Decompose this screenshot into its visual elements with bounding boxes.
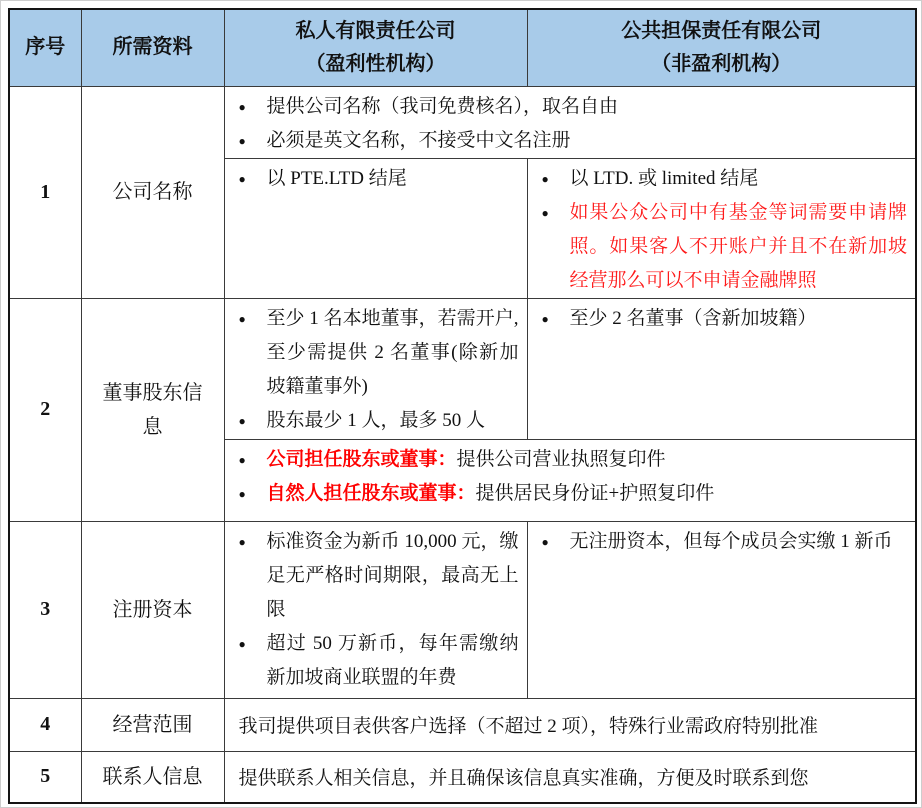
row1-number: 1 <box>9 86 81 298</box>
row2-category <box>81 298 224 521</box>
note-text: 提供居民身份证+护照复印件 <box>475 482 715 504</box>
list-item-text: 提供公司名称（我司免费核名），取名自由 <box>266 95 619 117</box>
list-item-text: 无注册资本，但每个成员会实缴 1 新币 <box>569 530 893 552</box>
bullet-icon: ● <box>238 311 246 326</box>
bullet-icon: ● <box>238 534 246 549</box>
row4-category-label: 经营范围 <box>112 713 193 736</box>
list-item-text: 以 LTD. 或 limited 结尾 <box>569 167 759 189</box>
row5-number: 5 <box>9 751 81 803</box>
row1-category-label: 公司名称 <box>112 181 193 203</box>
row2-category-label: 董事股东信息 <box>102 381 203 438</box>
row1-shared-cell <box>224 86 916 158</box>
row2-private-cell <box>224 298 527 439</box>
list-item <box>542 196 908 298</box>
list-item <box>239 302 519 404</box>
row5-category-label: 联系人信息 <box>102 765 203 788</box>
list-item <box>542 525 908 559</box>
row1-public-cell <box>527 158 916 298</box>
list-item <box>542 162 908 196</box>
bullet-icon: ● <box>238 486 246 501</box>
list-item-text: 标准资金为新币 10,000 元，缴足无严格时间期限，最高无上限 <box>266 530 519 620</box>
list-item <box>239 90 908 124</box>
bullet-icon: ● <box>541 205 549 220</box>
header-private-line1: 私人有限责任公司 <box>295 19 456 42</box>
bullet-icon: ● <box>238 413 246 428</box>
note-line <box>267 477 908 511</box>
company-requirements-table <box>8 8 917 804</box>
row4-category <box>81 698 224 751</box>
bullet-icon: ● <box>238 452 246 467</box>
list-item-text-red-note: 如果公众公司中有基金等词需要申请牌照。如果客人不开账户并且不在新加坡经营那么可以不申请金融牌照 <box>569 201 907 291</box>
row3-category <box>81 521 224 698</box>
bullet-icon: ● <box>238 636 246 651</box>
bullet-icon: ● <box>541 311 549 326</box>
list-item-text: 以 PTE.LTD 结尾 <box>266 167 407 189</box>
list-item <box>239 627 519 695</box>
list-item <box>239 162 519 196</box>
row3 <box>9 521 916 698</box>
header-private-line2: （盈利性机构） <box>305 52 446 75</box>
row3-private-cell <box>224 521 527 698</box>
note-text: 提供公司营业执照复印件 <box>456 448 666 470</box>
list-item-text: 至少 2 名董事（含新加坡籍） <box>569 307 817 329</box>
header-cell-materials: 所需资料 <box>81 9 224 86</box>
list-item-text: 超过 50 万新币，每年需缴纳新加坡商业联盟的年费 <box>266 632 519 688</box>
bullet-icon: ● <box>238 133 246 148</box>
header-public-line2: （非盈利机构） <box>651 52 792 75</box>
list-item-text: 必须是英文名称，不接受中文名注册 <box>266 129 571 151</box>
list-item <box>239 525 519 627</box>
list-item <box>239 443 908 477</box>
row2-notes-cell <box>224 439 916 521</box>
list-item <box>239 404 519 438</box>
list-item-text: 至少 1 名本地董事，若需开户,至少需提供 2 名董事(除新加坡籍董事外) <box>266 307 519 397</box>
note-label: 自然人担任股东或董事： <box>266 482 476 504</box>
row3-number: 3 <box>9 521 81 698</box>
header-public-line1: 公共担保责任有限公司 <box>621 19 822 42</box>
note-line <box>267 443 908 477</box>
header-cell-public-company <box>527 9 916 86</box>
row2-number: 2 <box>9 298 81 521</box>
bullet-icon: ● <box>541 171 549 186</box>
bullet-icon: ● <box>238 171 246 186</box>
row3-category-label: 注册资本 <box>112 598 193 621</box>
row1-shared-subrow <box>9 86 916 158</box>
row3-public-cell <box>527 521 916 698</box>
list-item <box>239 124 908 158</box>
header-cell-private-company <box>224 9 527 86</box>
list-item-text: 股东最少 1 人，最多 50 人 <box>266 409 486 431</box>
note-label: 公司担任股东或董事： <box>266 448 457 470</box>
row2-public-cell <box>527 298 916 439</box>
row4-number: 4 <box>9 698 81 751</box>
bullet-icon: ● <box>541 534 549 549</box>
list-item <box>239 477 908 511</box>
header-row <box>9 9 916 86</box>
list-item <box>542 302 908 336</box>
row5 <box>9 751 916 803</box>
row5-category <box>81 751 224 803</box>
row4 <box>9 698 916 751</box>
row1-category <box>81 86 224 298</box>
row4-text-cell: 我司提供项目表供客户选择（不超过 2 项），特殊行业需政府特别批准 <box>224 698 916 751</box>
header-cell-index: 序号 <box>9 9 81 86</box>
row2-split-subrow <box>9 298 916 439</box>
bullet-icon: ● <box>238 99 246 114</box>
row1-private-cell <box>224 158 527 298</box>
row5-text-cell: 提供联系人相关信息，并且确保该信息真实准确，方便及时联系到您 <box>224 751 916 803</box>
